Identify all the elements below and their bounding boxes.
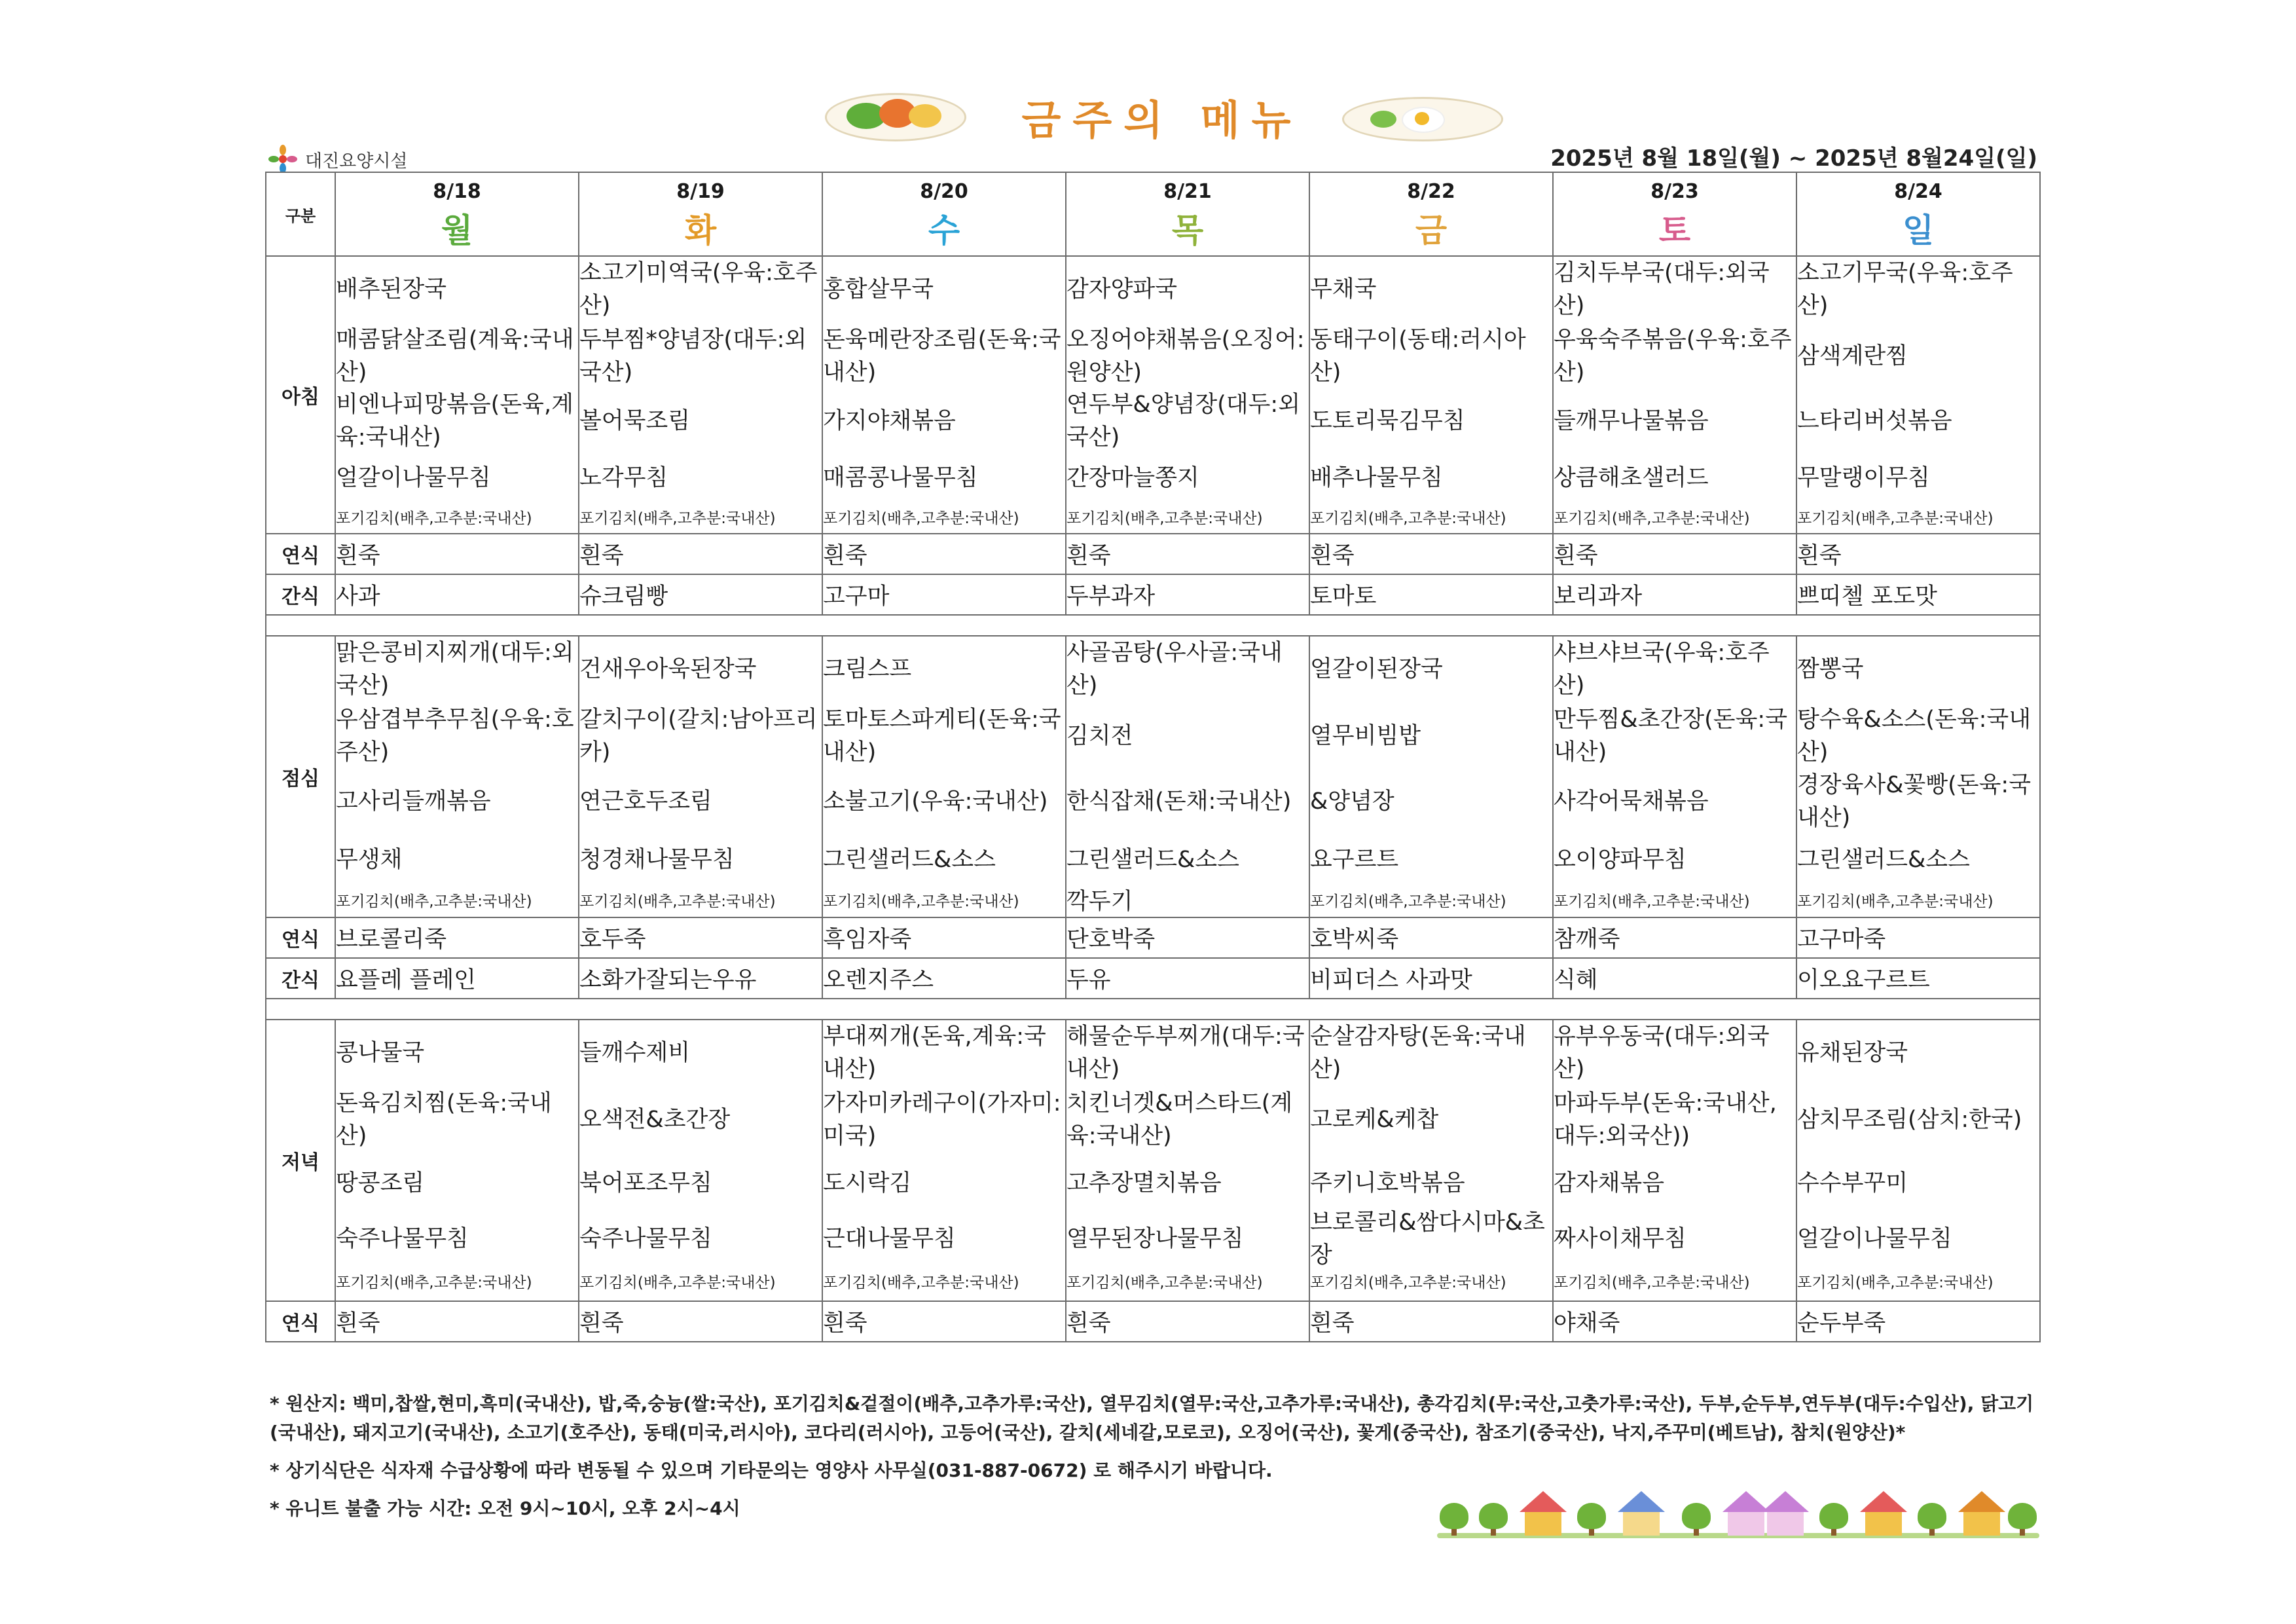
- menu-item: 그린샐러드&소스: [1066, 847, 1239, 873]
- menu-item: 샤브샤브국(우육:호주산): [1554, 640, 1770, 699]
- day-name: 목: [1171, 211, 1204, 249]
- menu-cell: 흰죽: [822, 534, 1066, 574]
- menu-cell: 흰죽: [1309, 534, 1553, 574]
- menu-cell: 흰죽: [579, 534, 822, 574]
- menu-item: 그린샐러드&소스: [1797, 847, 1970, 873]
- menu-item: 포기김치(배추,고추분:국내산): [1310, 893, 1506, 910]
- menu-item: &양념장: [1310, 788, 1394, 815]
- page-title: 금주의 메뉴: [1021, 96, 1303, 144]
- menu-item: 북어포조무침: [579, 1170, 712, 1196]
- menu-item: 유채된장국: [1797, 1040, 1908, 1066]
- menu-item: 땅콩조림: [336, 1170, 425, 1196]
- day-date: 8/20: [920, 179, 968, 203]
- day-header: [1553, 172, 1796, 256]
- outing-note: * 유니트 불출 가능 시간: 오전 9시~10시, 오후 2시~4시: [270, 1498, 740, 1519]
- menu-item: 포기김치(배추,고추분:국내산): [1797, 893, 1994, 910]
- spacer-row: [266, 615, 2040, 636]
- menu-item: 감자양파국: [1066, 276, 1178, 303]
- menu-cell: [335, 256, 579, 534]
- menu-item: 포기김치(배추,고추분:국내산): [579, 893, 776, 910]
- day-name: 수: [928, 211, 960, 249]
- menu-item: 치킨너겟&머스타드(계육:국내산): [1066, 1090, 1293, 1149]
- single-row-breakfast_snack: [266, 574, 2040, 615]
- menu-cell: [1309, 1020, 1553, 1301]
- flower-logo-icon: [268, 145, 297, 174]
- menu-item: 짜사이채무침: [1554, 1226, 1686, 1252]
- day-name: 토: [1658, 211, 1691, 249]
- day-date: 8/24: [1894, 179, 1942, 203]
- menu-item: 간장마늘쫑지: [1066, 465, 1199, 491]
- menu-item: 포기김치(배추,고추분:국내산): [823, 1274, 1019, 1291]
- day-header: [822, 172, 1066, 256]
- menu-cell: [1796, 1020, 2040, 1301]
- menu-cell: 흰죽: [1796, 534, 2040, 574]
- day-header: [1309, 172, 1553, 256]
- menu-item: 포기김치(배추,고추분:국내산): [1066, 510, 1263, 527]
- menu-item: 갈치구이(갈치:남아프리카): [579, 707, 818, 766]
- menu-cell: 비피더스 사과맛: [1309, 958, 1553, 999]
- title-banner: [825, 85, 1512, 144]
- menu-cell: [822, 256, 1066, 534]
- menu-item: 포기김치(배추,고추분:국내산): [1797, 510, 1994, 527]
- menu-item: 마파두부(돈육:국내산,대두:외국산)): [1554, 1090, 1777, 1149]
- menu-item: 크림스프: [823, 656, 912, 682]
- menu-item: 주키니호박볶음: [1310, 1170, 1465, 1196]
- menu-item: 배추된장국: [336, 276, 447, 303]
- day-name: 금: [1415, 211, 1448, 249]
- single-row-dinner_soft: [266, 1301, 2040, 1342]
- day-date: 8/21: [1163, 179, 1212, 203]
- menu-item: 김치두부국(대두:외국산): [1554, 260, 1770, 319]
- menu-item: 고사리들깨볶음: [336, 788, 491, 815]
- menu-cell: 순두부죽: [1796, 1301, 2040, 1342]
- menu-item: 부대찌개(돈육,계육:국내산): [823, 1024, 1046, 1082]
- menu-cell: 소화가잘되는우유: [579, 958, 822, 999]
- menu-item: 숙주나물무침: [579, 1226, 712, 1252]
- menu-cell: [1066, 636, 1309, 917]
- menu-item: 들깨무나물볶음: [1554, 408, 1709, 434]
- row-label: 연식: [266, 1301, 335, 1342]
- menu-cell: [579, 1020, 822, 1301]
- day-name: 월: [441, 211, 473, 249]
- day-header: [1796, 172, 2040, 256]
- menu-cell: [822, 1020, 1066, 1301]
- menu-cell: 쁘띠첼 포도맛: [1796, 574, 2040, 615]
- menu-item: 포기김치(배추,고추분:국내산): [1554, 1274, 1750, 1291]
- menu-cell: 슈크림빵: [579, 574, 822, 615]
- menu-item: 상큼해초샐러드: [1554, 465, 1709, 491]
- menu-item: 숙주나물무침: [336, 1226, 469, 1252]
- menu-item: 홍합살무국: [823, 276, 934, 303]
- menu-cell: [1796, 636, 2040, 917]
- menu-item: 포기김치(배추,고추분:국내산): [1797, 1274, 1994, 1291]
- day-date: 8/19: [676, 179, 725, 203]
- menu-item: 그린샐러드&소스: [823, 847, 996, 873]
- date-range: 2025년 8월 18일(월) ~ 2025년 8월24일(일): [1550, 145, 2037, 172]
- menu-item: 사각어묵채볶음: [1554, 788, 1709, 815]
- menu-item: 콩나물국: [336, 1040, 425, 1066]
- single-row-lunch_snack: [266, 958, 2040, 999]
- menu-item: 포기김치(배추,고추분:국내산): [1310, 510, 1506, 527]
- menu-cell: 흰죽: [1309, 1301, 1553, 1342]
- meal-label: 점심: [266, 636, 335, 917]
- food-plate-icon: [825, 93, 966, 141]
- menu-item: 토마토스파게티(돈육:국내산): [823, 707, 1061, 766]
- menu-item: 포기김치(배추,고추분:국내산): [336, 893, 532, 910]
- menu-item: 청경채나물무침: [579, 847, 735, 873]
- menu-item: 비엔나피망볶음(돈육,계육:국내산): [336, 392, 574, 451]
- menu-item: 김치전: [1066, 723, 1133, 749]
- origin-note: * 원산지: 백미,찹쌀,현미,흑미(국내산), 밥,죽,숭늉(쌀:국산), 포기김치&겉절이(배추,고추가루:국산), 열무김치(열무:국산,고추가루:국내산), 총각김치(무:국산,고춧가루:국산), 두부,순두부,연두부(대두:수입산), 닭고기(국내산), 돼지고기(국내산), 소고기(호주산), 동태(미국,러시아), 코다리(러시아), 고등어(국산), 갈치(세네갈,모로코), 오징어(국산), 꽃게(중국산), 참조기(중국산), 낙지,주꾸미(베트남), 참치(원양산)*: [270, 1393, 2034, 1443]
- egg-plate-icon: [1342, 97, 1503, 141]
- menu-item: 포기김치(배추,고추분:국내산): [336, 510, 532, 527]
- meal-row-breakfast: [266, 256, 2040, 534]
- menu-item: 삼치무조림(삼치:한국): [1797, 1107, 2022, 1133]
- menu-cell: [1553, 1020, 1796, 1301]
- menu-cell: [579, 636, 822, 917]
- menu-cell: [335, 636, 579, 917]
- menu-item: 돈육김치찜(돈육:국내산): [336, 1090, 552, 1149]
- menu-item: 두부찜*양념장(대두:외국산): [579, 327, 807, 386]
- menu-item: 오이양파무침: [1554, 847, 1686, 873]
- day-header: [579, 172, 822, 256]
- menu-item: 오색전&초간장: [579, 1107, 731, 1133]
- menu-item: 돈육메란장조림(돈육:국내산): [823, 327, 1061, 386]
- menu-item: 유부우동국(대두:외국산): [1554, 1024, 1770, 1082]
- menu-cell: 흰죽: [1066, 1301, 1309, 1342]
- single-row-lunch_soft: [266, 917, 2040, 958]
- menu-cell: 흑임자죽: [822, 917, 1066, 958]
- menu-cell: [1309, 256, 1553, 534]
- day-header: [335, 172, 579, 256]
- menu-item: 느타리버섯볶음: [1797, 408, 1952, 434]
- change-note: * 상기식단은 식자재 수급상황에 따라 변동될 수 있으며 기타문의는 영양사 사무실(031-887-0672) 로 해주시기 바랍니다.: [270, 1460, 1273, 1481]
- menu-item: 맑은콩비지찌개(대두:외국산): [336, 640, 574, 699]
- menu-cell: [1066, 1020, 1309, 1301]
- menu-cell: 단호박죽: [1066, 917, 1309, 958]
- menu-cell: 식혜: [1553, 958, 1796, 999]
- menu-cell: 참깨죽: [1553, 917, 1796, 958]
- menu-item: 깍두기: [1066, 889, 1133, 915]
- menu-cell: 보리과자: [1553, 574, 1796, 615]
- day-header: [1066, 172, 1309, 256]
- menu-item: 순살감자탕(돈육:국내산): [1310, 1024, 1526, 1082]
- menu-item: 우육숙주볶음(우육:호주산): [1554, 327, 1792, 386]
- day-name: 화: [684, 211, 717, 249]
- menu-item: 가지야채볶음: [823, 408, 956, 434]
- menu-cell: 사과: [335, 574, 579, 615]
- menu-item: 얼갈이된장국: [1310, 656, 1443, 682]
- menu-item: 포기김치(배추,고추분:국내산): [1554, 510, 1750, 527]
- menu-cell: [1553, 256, 1796, 534]
- menu-item: 포기김치(배추,고추분:국내산): [1066, 1274, 1263, 1291]
- menu-item: 포기김치(배추,고추분:국내산): [579, 510, 776, 527]
- menu-item: 사골곰탕(우사골:국내산): [1066, 640, 1283, 699]
- menu-item: 매콤닭살조림(계육:국내산): [336, 327, 574, 386]
- menu-item: 무말랭이무침: [1797, 465, 1930, 491]
- menu-item: 매콤콩나물무침: [823, 465, 978, 491]
- menu-item: 볼어묵조림: [579, 408, 691, 434]
- menu-item: 포기김치(배추,고추분:국내산): [823, 510, 1019, 527]
- menu-item: 열무된장나물무침: [1066, 1226, 1244, 1252]
- menu-item: 포기김치(배추,고추분:국내산): [336, 1274, 532, 1291]
- menu-item: 소고기무국(우육:호주산): [1797, 260, 2013, 319]
- menu-item: 무생채: [336, 847, 403, 873]
- menu-item: 포기김치(배추,고추분:국내산): [1310, 1274, 1506, 1291]
- menu-item: 근대나물무침: [823, 1226, 956, 1252]
- menu-cell: 오렌지주스: [822, 958, 1066, 999]
- day-header-row: [266, 172, 2040, 256]
- meal-row-lunch: [266, 636, 2040, 917]
- menu-cell: [335, 1020, 579, 1301]
- menu-cell: 흰죽: [335, 534, 579, 574]
- menu-item: 고로케&케찹: [1310, 1107, 1439, 1133]
- menu-item: 포기김치(배추,고추분:국내산): [1554, 893, 1750, 910]
- menu-item: 포기김치(배추,고추분:국내산): [579, 1274, 776, 1291]
- menu-item: 배추나물무침: [1310, 465, 1443, 491]
- spacer-row: [266, 999, 2040, 1020]
- menu-item: 동태구이(동태:러시아산): [1310, 327, 1526, 386]
- menu-cell: 호두죽: [579, 917, 822, 958]
- menu-item: 경장육사&꽃빵(돈육:국내산): [1797, 772, 2032, 831]
- menu-item: 얼갈이나물무침: [1797, 1226, 1952, 1252]
- menu-item: 만두찜&초간장(돈육:국내산): [1554, 707, 1788, 766]
- row-label: 연식: [266, 534, 335, 574]
- menu-item: 고추장멸치볶음: [1066, 1170, 1222, 1196]
- corner-label: 구분: [266, 172, 335, 256]
- menu-item: 오징어야채볶음(오징어:원양산): [1066, 327, 1305, 386]
- menu-cell: 고구마: [822, 574, 1066, 615]
- menu-item: 건새우아욱된장국: [579, 656, 757, 682]
- menu-item: 삼색계란찜: [1797, 343, 1908, 369]
- day-date: 8/18: [433, 179, 481, 203]
- menu-cell: 브로콜리죽: [335, 917, 579, 958]
- menu-item: 감자채볶음: [1554, 1170, 1665, 1196]
- day-date: 8/23: [1650, 179, 1699, 203]
- menu-cell: [1553, 636, 1796, 917]
- menu-item: 도토리묵김무침: [1310, 408, 1465, 434]
- menu-item: 수수부꾸미: [1797, 1170, 1908, 1196]
- menu-cell: 두부과자: [1066, 574, 1309, 615]
- menu-cell: 흰죽: [1066, 534, 1309, 574]
- menu-item: 탕수육&소스(돈육:국내산): [1797, 707, 2032, 766]
- org-header: [268, 143, 408, 175]
- org-name: 대진요양시설: [305, 151, 408, 172]
- day-name: 일: [1902, 211, 1935, 249]
- menu-item: 브로콜리&쌈다시마&초장: [1310, 1209, 1545, 1268]
- menu-item: 우삼겹부추무침(우육:호주산): [336, 707, 574, 766]
- menu-cell: [822, 636, 1066, 917]
- menu-cell: 흰죽: [1553, 534, 1796, 574]
- menu-item: 들깨수제비: [579, 1040, 691, 1066]
- menu-item: 짬뽕국: [1797, 656, 1864, 682]
- row-label: 연식: [266, 917, 335, 958]
- menu-cell: 요플레 플레인: [335, 958, 579, 999]
- menu-item: 소고기미역국(우육:호주산): [579, 260, 818, 319]
- menu-item: 가자미카레구이(가자미:미국): [823, 1090, 1061, 1149]
- menu-cell: 두유: [1066, 958, 1309, 999]
- menu-cell: [579, 256, 822, 534]
- menu-item: 얼갈이나물무침: [336, 465, 491, 491]
- weekly-menu-table: [265, 172, 2041, 1342]
- menu-cell: 호박씨죽: [1309, 917, 1553, 958]
- meal-row-dinner: [266, 1020, 2040, 1301]
- menu-item: 무채국: [1310, 276, 1377, 303]
- village-illustration: [1437, 1496, 2039, 1536]
- menu-cell: 흰죽: [822, 1301, 1066, 1342]
- menu-item: 열무비빔밥: [1310, 723, 1421, 749]
- menu-item: 포기김치(배추,고추분:국내산): [823, 893, 1019, 910]
- meal-label: 아침: [266, 256, 335, 534]
- menu-item: 연근호두조림: [579, 788, 712, 815]
- menu-cell: 토마토: [1309, 574, 1553, 615]
- row-label: 간식: [266, 574, 335, 615]
- menu-cell: [1066, 256, 1309, 534]
- single-row-breakfast_soft: [266, 534, 2040, 574]
- menu-cell: [1309, 636, 1553, 917]
- menu-item: 노각무침: [579, 465, 668, 491]
- menu-cell: 이오요구르트: [1796, 958, 2040, 999]
- day-date: 8/22: [1407, 179, 1455, 203]
- menu-item: 한식잡채(돈채:국내산): [1066, 788, 1292, 815]
- menu-cell: 야채죽: [1553, 1301, 1796, 1342]
- menu-item: 도시락김: [823, 1170, 912, 1196]
- menu-cell: 흰죽: [335, 1301, 579, 1342]
- meal-label: 저녁: [266, 1020, 335, 1301]
- row-label: 간식: [266, 958, 335, 999]
- menu-item: 연두부&양념장(대두:외국산): [1066, 392, 1301, 451]
- menu-item: 소불고기(우육:국내산): [823, 788, 1048, 815]
- menu-item: 해물순두부찌개(대두:국내산): [1066, 1024, 1305, 1082]
- menu-cell: 흰죽: [579, 1301, 822, 1342]
- menu-cell: 고구마죽: [1796, 917, 2040, 958]
- menu-item: 요구르트: [1310, 847, 1399, 873]
- menu-cell: [1796, 256, 2040, 534]
